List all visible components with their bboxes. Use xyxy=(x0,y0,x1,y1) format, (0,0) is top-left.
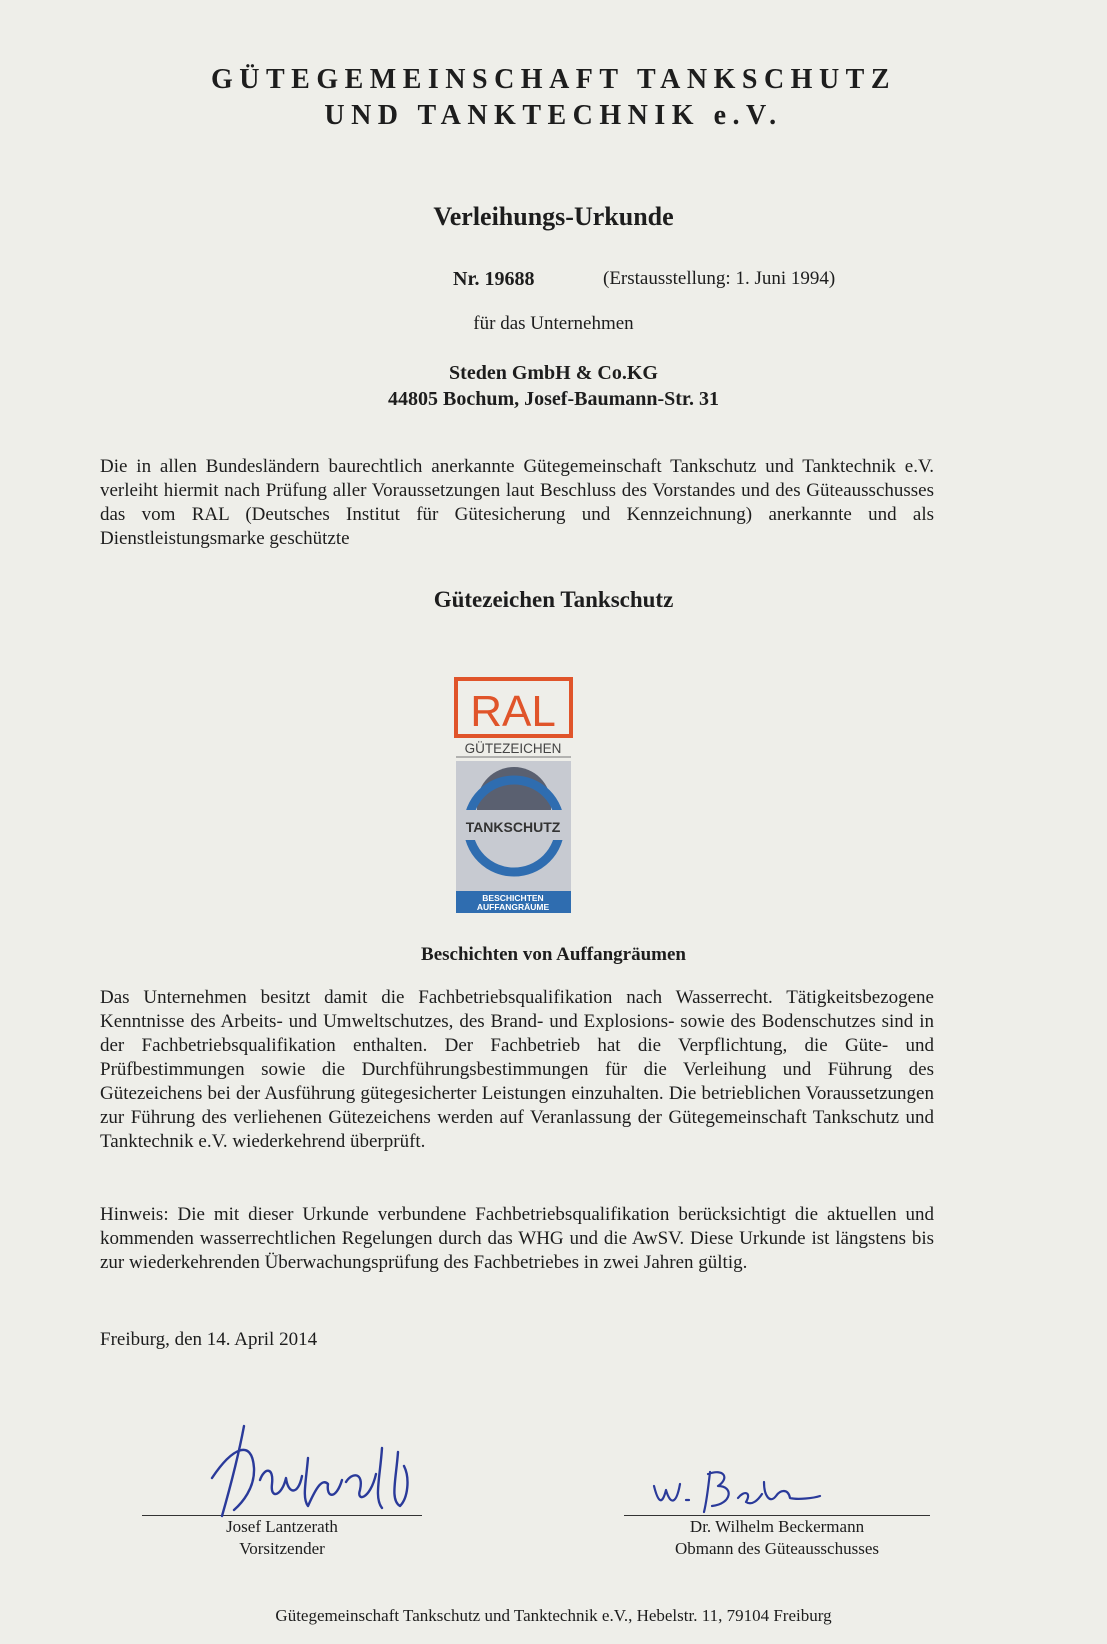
note-paragraph: Hinweis: Die mit dieser Urkunde verbundene Fachbetriebsqualifikation berücksichtigt die aktuellen und kommenden wasserrechtlichen Regelungen durch das WHG und die AwSV. Diese Urkunde ist längstens bis zur wiederkehrenden Überwachungsprüfung des Fachbetriebes in zwei Jahren gültig. xyxy=(100,1204,934,1273)
first-issue-date: (Erstausstellung: 1. Juni 1994) xyxy=(603,268,836,289)
ral-quality-mark-logo xyxy=(453,676,577,916)
service-title: Beschichten von Auffangräumen xyxy=(421,944,686,965)
chairman-name: Josef Lantzerath xyxy=(226,1517,338,1536)
company-name: Steden GmbH & Co.KG xyxy=(449,362,658,384)
committee-chair-name: Dr. Wilhelm Beckermann xyxy=(689,1517,865,1536)
signature-block-chairman xyxy=(142,1418,422,1560)
place-and-date: Freiburg, den 14. April 2014 xyxy=(100,1329,318,1350)
organization-name-line-2: UND TANKTECHNIK e.V. xyxy=(324,100,783,131)
chairman-role: Vorsitzender xyxy=(239,1539,325,1558)
handwritten-signature-right xyxy=(624,1460,930,1518)
handwritten-signature-left xyxy=(142,1418,422,1518)
logo-bottom-line-1: BESCHICHTEN xyxy=(482,893,544,903)
for-company-label: für das Unternehmen xyxy=(473,313,634,334)
document-title: Verleihungs-Urkunde xyxy=(433,202,674,231)
quality-mark-title: Gütezeichen Tankschutz xyxy=(433,587,674,612)
footer-address: Gütegemeinschaft Tankschutz und Tanktechnik e.V., Hebelstr. 11, 79104 Freiburg xyxy=(275,1606,832,1625)
intro-paragraph: Die in allen Bundesländern baurechtlich anerkannte Gütegemeinschaft Tankschutz und Tanktechnik e.V. verleiht hiermit nach Prüfung aller Voraussetzungen laut Beschluss des Vorstandes und des Güteausschusses das vom RAL (Deutsches Institut für Gütesicherung und Kennzeichnung) anerkannte und als Dienstleistungsmarke geschützte xyxy=(100,456,934,549)
logo-bottom-line-2: AUFFANGRÄUME xyxy=(476,902,550,912)
qualification-paragraph: Das Unternehmen besitzt damit die Fachbetriebsqualifikation nach Wasserrecht. Tätigkeitsbezogene Kenntnisse des Arbeits- und Umweltschutzes, des Brand- und Explosions- sowie des Bodenschutzes sind in der Fachbetriebsqualifikation enthalten. Der Fachbetrieb hat die Verpflichtung, die Güte- und Prüfbestimmungen sowie die Durchführungsbestimmungen für die Verleihung und Führung des Gütezeichens bei der Ausführung gütegesicherter Leistungen einzuhalten. Die betrieblichen Voraussetzungen zur Führung des verliehenen Gütezeichens werden auf Veranlassung der Gütegemeinschaft Tankschutz und Tanktechnik e.V. wiederkehrend überprüft. xyxy=(100,987,934,1152)
organization-name-line-1: GÜTEGEMEINSCHAFT TANKSCHUTZ xyxy=(210,64,897,95)
committee-chair-role: Obmann des Güteausschusses xyxy=(675,1539,879,1558)
tankschutz-text: TANKSCHUTZ xyxy=(465,819,561,835)
ral-text: RAL xyxy=(470,687,556,736)
company-address: 44805 Bochum, Josef-Baumann-Str. 31 xyxy=(388,388,719,410)
certificate-number-row xyxy=(0,268,1107,296)
signature-block-committee-chair xyxy=(624,1460,930,1560)
guetezeichen-text: GÜTEZEICHEN xyxy=(464,741,562,756)
certificate-number: Nr. 19688 xyxy=(453,268,535,290)
